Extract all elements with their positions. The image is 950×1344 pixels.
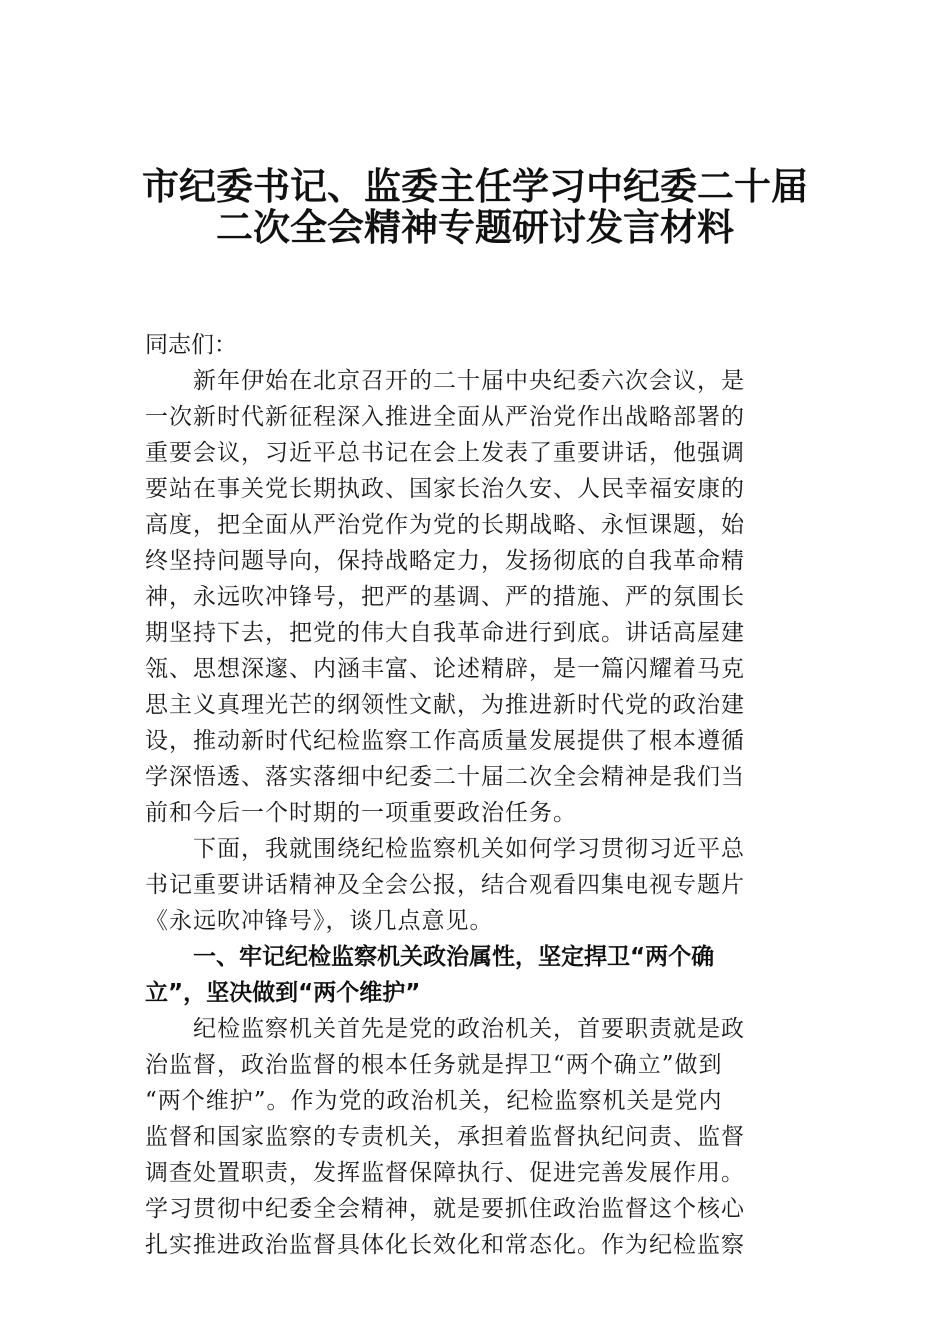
paragraph-line: 要站在事关党长期执政、国家长治久安、人民幸福安康的 bbox=[145, 476, 745, 502]
paragraph-line: 重要会议，习近平总书记在会上发表了重要讲话，他强调 bbox=[145, 440, 745, 466]
paragraph-line: 期坚持下去，把党的伟大自我革命进行到底。讲话高屋建 bbox=[145, 620, 745, 646]
paragraph-line: 前和今后一个时期的一项重要政治任务。 bbox=[145, 800, 577, 826]
paragraph-line: 学习贯彻中纪委全会精神，就是要抓住政治监督这个核心 bbox=[145, 1196, 745, 1222]
section-heading-line: 立”，坚决做到“两个维护” bbox=[145, 980, 421, 1006]
paragraph-line: 监督和国家监察的专责机关，承担着监督执纪问责、监督 bbox=[145, 1124, 745, 1150]
paragraph-line: 调查处置职责，发挥监督保障执行、促进完善发展作用。 bbox=[145, 1160, 745, 1186]
paragraph-line: “两个维护”。作为党的政治机关，纪检监察机关是党内 bbox=[145, 1088, 723, 1114]
document-title-line-1: 市纪委书记、监委主任学习中纪委二十届 bbox=[142, 164, 808, 208]
paragraph-line: 新年伊始在北京召开的二十届中央纪委六次会议，是 bbox=[193, 368, 745, 394]
paragraph-line: 书记重要讲话精神及全会公报，结合观看四集电视专题片 bbox=[145, 872, 745, 898]
paragraph-line: 扎实推进政治监督具体化长效化和常态化。作为纪检监察 bbox=[145, 1232, 745, 1258]
salutation: 同志们： bbox=[145, 332, 237, 358]
paragraph-line: 瓴、思想深邃、内涵丰富、论述精辟，是一篇闪耀着马克 bbox=[145, 656, 745, 682]
paragraph-line: 思主义真理光芒的纲领性文献，为推进新时代党的政治建 bbox=[145, 692, 745, 718]
document-title-line-2: 二次全会精神专题研讨发言材料 bbox=[216, 205, 734, 249]
paragraph-line: 一次新时代新征程深入推进全面从严治党作出战略部署的 bbox=[145, 404, 745, 430]
paragraph-line: 学深悟透、落实落细中纪委二十届二次全会精神是我们当 bbox=[145, 764, 745, 790]
paragraph-line: 神，永远吹冲锋号，把严的基调、严的措施、严的氛围长 bbox=[145, 584, 745, 610]
section-heading-line: 一、牢记纪检监察机关政治属性，坚定捍卫“两个确 bbox=[193, 944, 715, 970]
paragraph-line: 终坚持问题导向，保持战略定力，发扬彻底的自我革命精 bbox=[145, 548, 745, 574]
paragraph-line: 《永远吹冲锋号》，谈几点意见。 bbox=[145, 908, 494, 934]
paragraph-line: 治监督，政治监督的根本任务就是捍卫“两个确立”做到 bbox=[145, 1052, 723, 1078]
paragraph-line: 高度，把全面从严治党作为党的长期战略、永恒课题，始 bbox=[145, 512, 745, 538]
paragraph-line: 纪检监察机关首先是党的政治机关，首要职责就是政 bbox=[193, 1016, 745, 1042]
paragraph-line: 设，推动新时代纪检监察工作高质量发展提供了根本遵循 bbox=[145, 728, 745, 754]
paragraph-line: 下面，我就围绕纪检监察机关如何学习贯彻习近平总 bbox=[193, 836, 745, 862]
